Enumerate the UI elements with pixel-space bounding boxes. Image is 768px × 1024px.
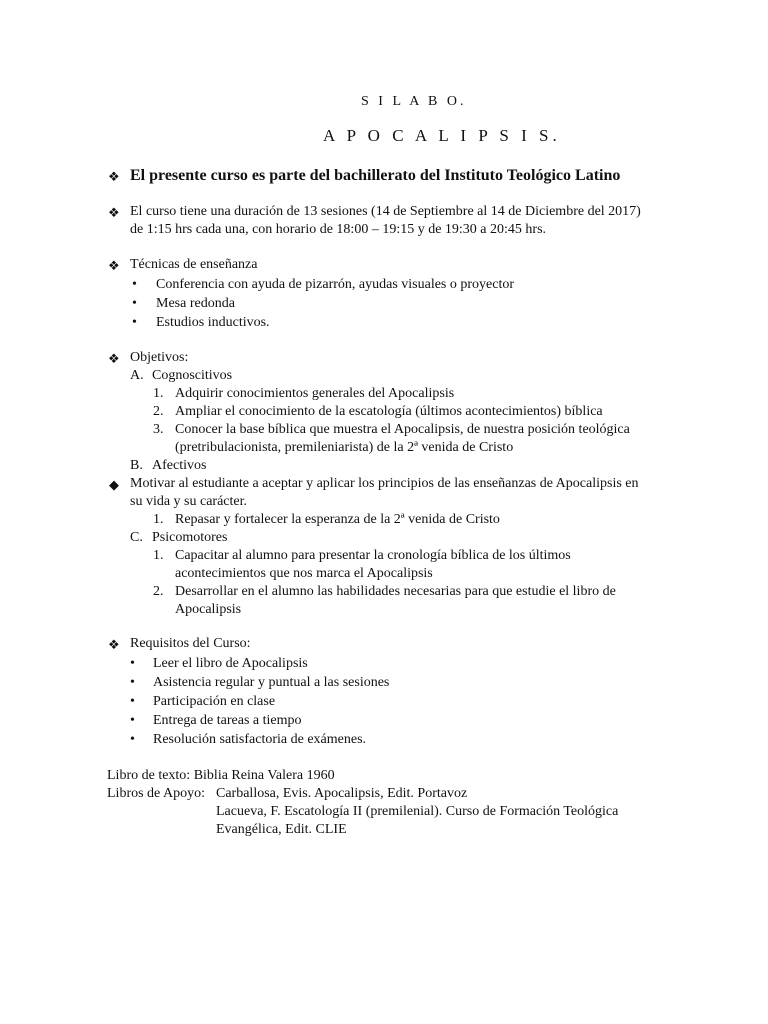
libros-apoyo-label: Libros de Apoyo: — [107, 786, 205, 801]
list-item-continuation: Apocalipsis — [175, 602, 242, 617]
list-item-continuation: (pretribulacionista, premileniarista) de la 2ª venida de Cristo — [175, 440, 514, 455]
list-item: Mesa redonda — [156, 296, 235, 311]
list-item: Desarrollar en el alumno las habilidades necesarias para que estudie el libro de — [175, 584, 616, 599]
section-letter: B. — [130, 458, 143, 473]
intro-statement: El presente curso es parte del bachillerato del Instituto Teológico Latino — [130, 167, 621, 184]
item-number: 1. — [153, 548, 164, 563]
bullet-icon: • — [132, 277, 137, 292]
section-letter: A. — [130, 368, 144, 383]
list-item: Repasar y fortalecer la esperanza de la 2ª venida de Cristo — [175, 512, 500, 527]
tecnicas-heading: Técnicas de enseñanza — [130, 257, 258, 272]
item-number: 1. — [153, 386, 164, 401]
list-item: Conferencia con ayuda de pizarrón, ayudas visuales o proyector — [156, 277, 515, 292]
bullet-icon: • — [130, 694, 135, 709]
item-number: 2. — [153, 584, 164, 599]
list-item: Ampliar el conocimiento de la escatología (últimos acontecimientos) bíblica — [175, 404, 603, 419]
libro-texto: Libro de texto: Biblia Reina Valera 1960 — [107, 768, 335, 783]
list-item: Conocer la base bíblica que muestra el Apocalipsis, de nuestra posición teológica — [175, 422, 630, 437]
motivar-line-1: Motivar al estudiante a aceptar y aplicar los principios de las enseñanzas de Apocalipsis en — [130, 476, 639, 491]
bullet-icon: • — [130, 675, 135, 690]
list-item-continuation: acontecimientos que nos marca el Apocalipsis — [175, 566, 433, 581]
bullet-icon: • — [132, 315, 137, 330]
section-letter: C. — [130, 530, 143, 545]
four-diamond-icon: ❖ — [108, 258, 120, 273]
bullet-icon: • — [132, 296, 137, 311]
list-item: Resolución satisfactoria de exámenes. — [153, 732, 367, 747]
libro-apoyo-2-continuation: Evangélica, Edit. CLIE — [216, 822, 347, 837]
list-item: Leer el libro de Apocalipsis — [153, 656, 308, 671]
list-item: Entrega de tareas a tiempo — [153, 713, 302, 728]
list-item: Participación en clase — [153, 694, 276, 709]
duration-line-2: de 1:15 hrs cada una, con horario de 18:00 – 19:15 y de 19:30 a 20:45 hrs. — [130, 222, 547, 237]
item-number: 2. — [153, 404, 164, 419]
libro-apoyo-2: Lacueva, F. Escatología II (premilenial). Curso de Formación Teológica — [216, 804, 619, 819]
list-item: Asistencia regular y puntual a las sesiones — [153, 675, 390, 690]
section-title-psicomotores: Psicomotores — [152, 530, 228, 545]
duration-line-1: El curso tiene una duración de 13 sesiones (14 de Septiembre al 14 de Diciembre del 2017) — [130, 204, 641, 219]
diamond-icon: ◆ — [109, 477, 119, 492]
four-diamond-icon: ❖ — [108, 351, 120, 366]
item-number: 3. — [153, 422, 164, 437]
objetivos-heading: Objetivos: — [130, 350, 189, 365]
four-diamond-icon: ❖ — [108, 169, 120, 184]
list-item: Adquirir conocimientos generales del Apocalipsis — [175, 386, 455, 401]
four-diamond-icon: ❖ — [108, 205, 120, 220]
bullet-icon: • — [130, 713, 135, 728]
list-item: Capacitar al alumno para presentar la cronología bíblica de los últimos — [175, 548, 571, 563]
document-header: S I L A B O. — [361, 94, 467, 109]
motivar-line-2: su vida y su carácter. — [130, 494, 248, 509]
item-number: 1. — [153, 512, 164, 527]
section-title-afectivos: Afectivos — [152, 458, 207, 473]
bullet-icon: • — [130, 732, 135, 747]
list-item: Estudios inductivos. — [156, 315, 270, 330]
libro-apoyo-1: Carballosa, Evis. Apocalipsis, Edit. Portavoz — [216, 786, 468, 801]
section-title-cognoscitivos: Cognoscitivos — [152, 368, 233, 383]
requisitos-heading: Requisitos del Curso: — [130, 636, 251, 651]
four-diamond-icon: ❖ — [108, 637, 120, 652]
course-title: A P O C A L I P S I S. — [323, 126, 561, 145]
bullet-icon: • — [130, 656, 135, 671]
